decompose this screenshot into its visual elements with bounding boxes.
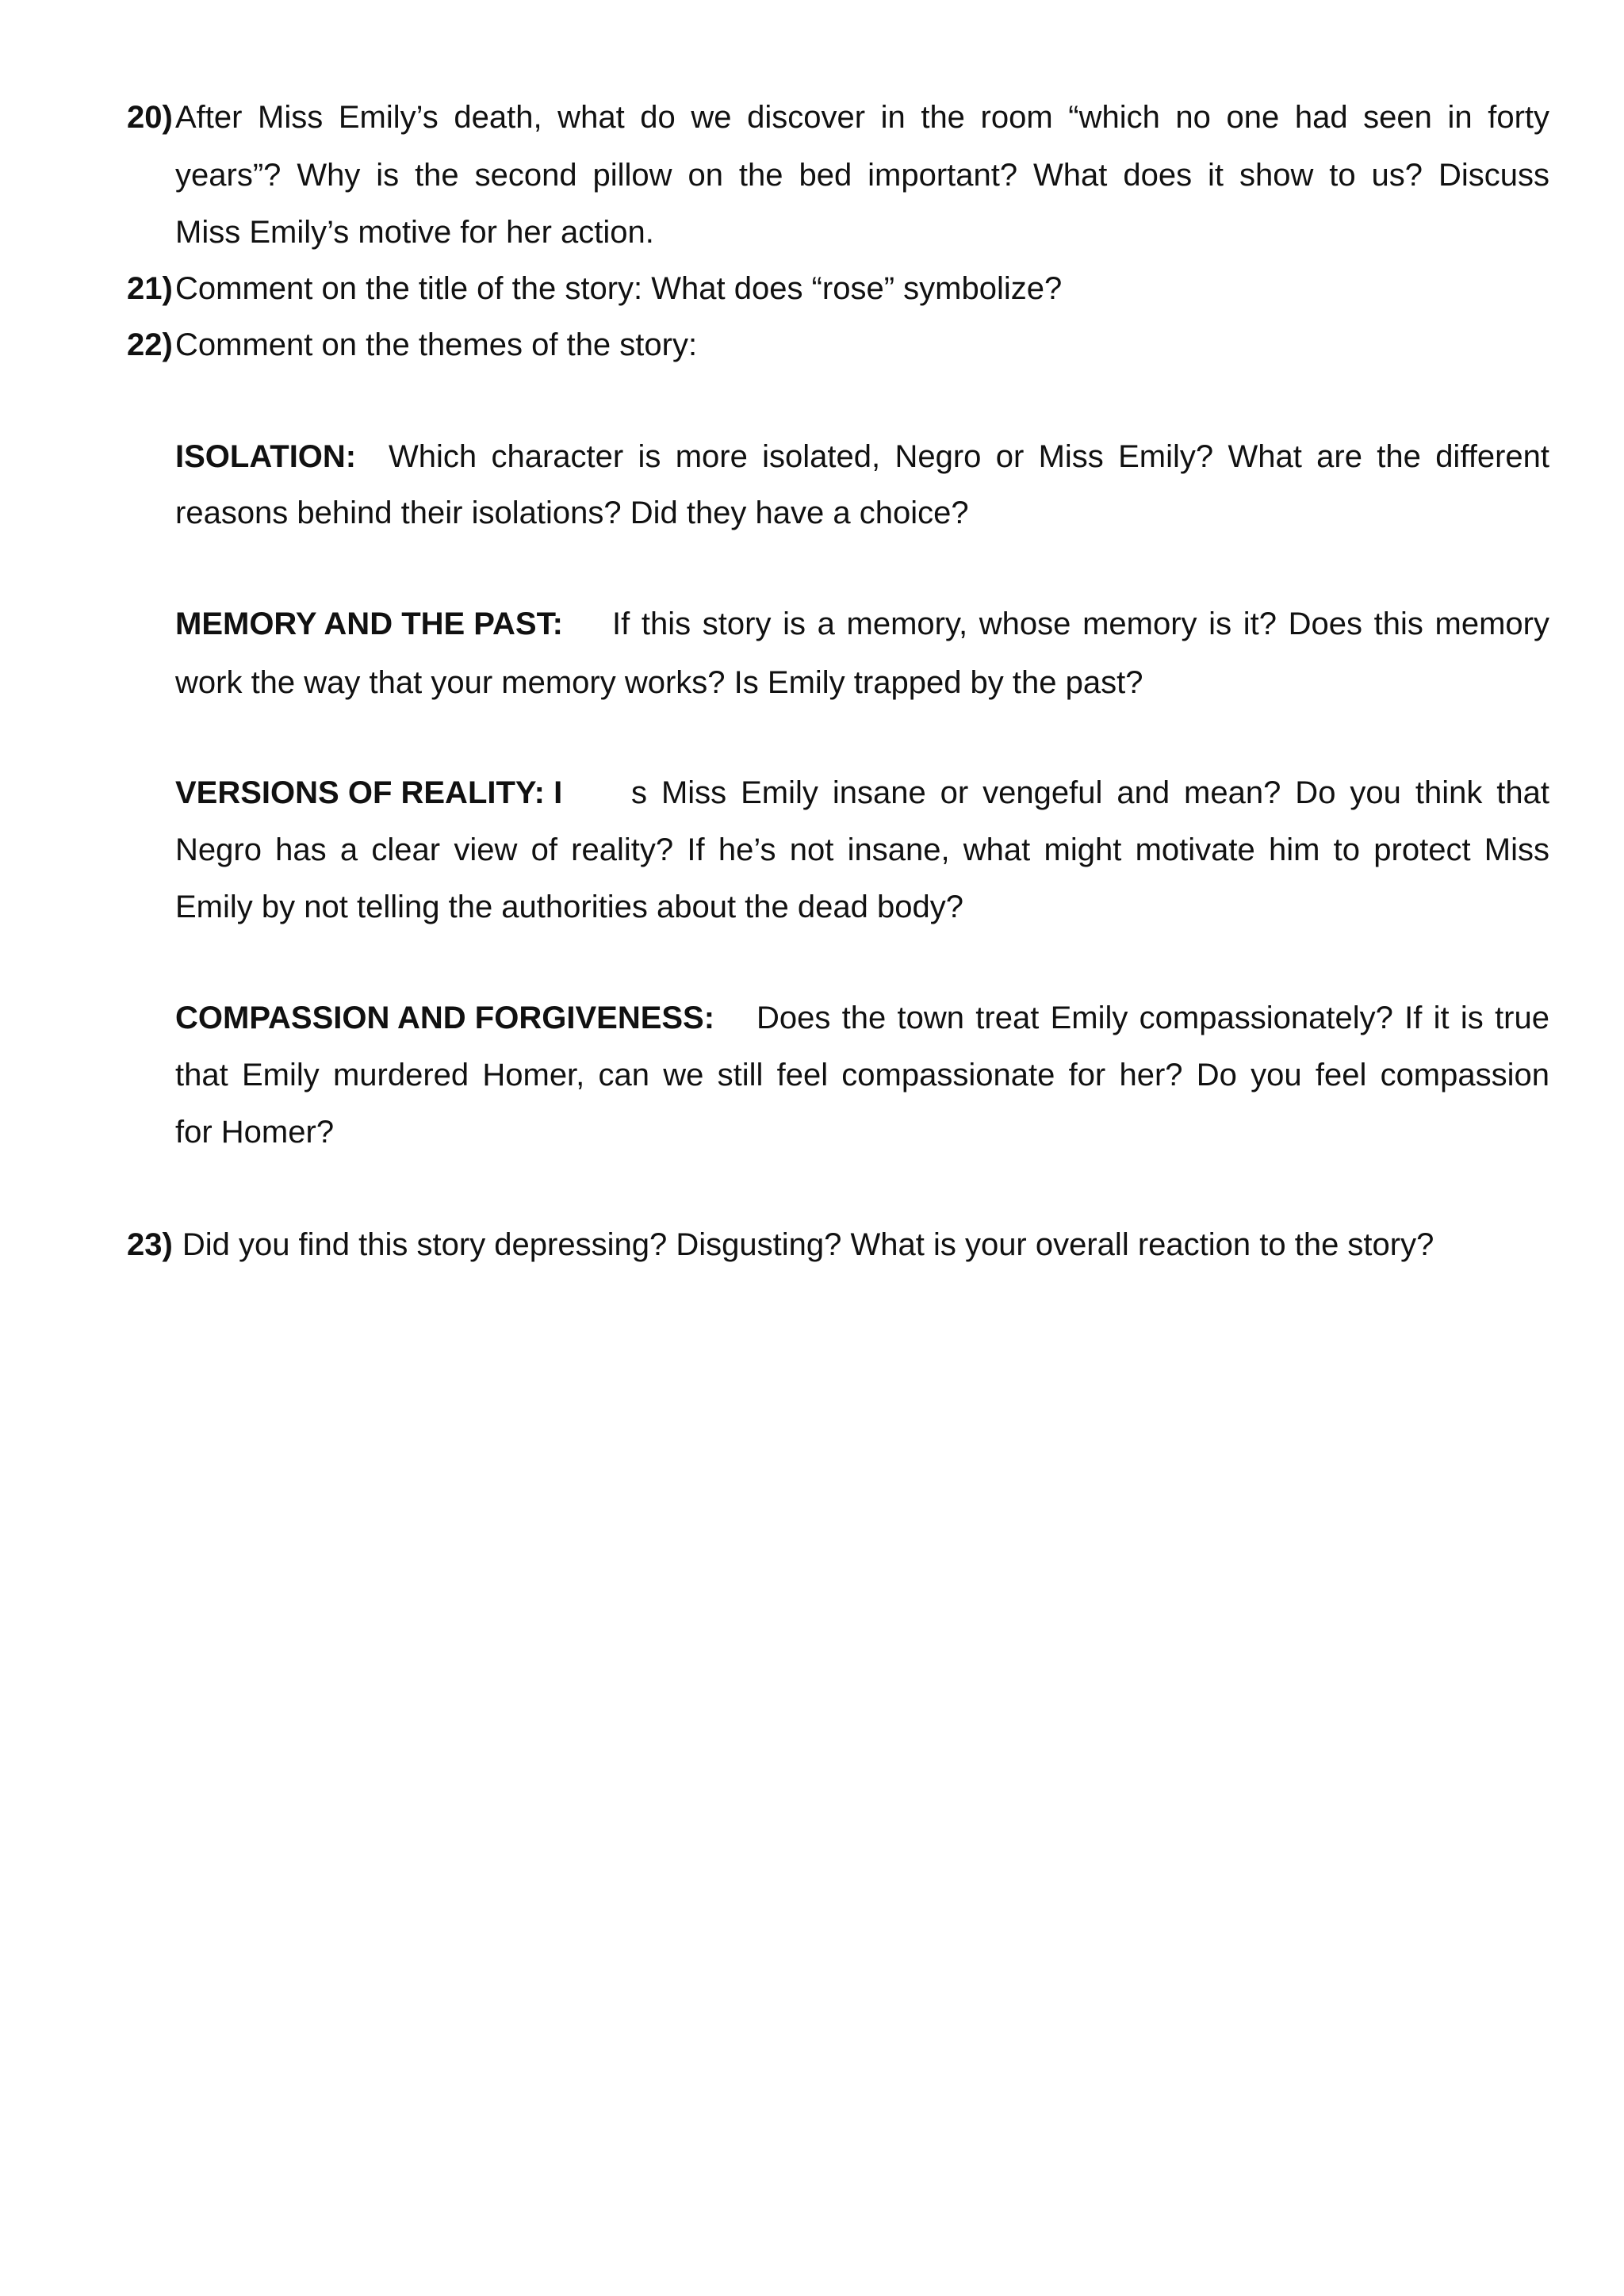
question-23-text: Did you find this story depressing? Disgusting? What is your overall reaction to the story?	[182, 1227, 1434, 1262]
theme-compassion-text-line-3: for Homer?	[175, 1115, 335, 1150]
theme-memory-text-line-2: work the way that your memory works? Is Emily trapped by the past?	[175, 665, 1143, 700]
theme-memory-line-1	[175, 605, 1549, 643]
theme-reality-line-1	[175, 774, 1549, 812]
theme-memory-heading: MEMORY AND THE PAST:	[175, 607, 563, 641]
question-20-text-line-3: Miss Emily’s motive for her action.	[175, 215, 654, 250]
theme-reality-text-line-1: s Miss Emily insane or vengeful and mean? Do you think that	[631, 775, 1549, 810]
theme-reality-heading: VERSIONS OF REALITY: I	[175, 775, 563, 810]
theme-compassion-heading: COMPASSION AND FORGIVENESS:	[175, 1001, 715, 1035]
question-20-text-line-1: After Miss Emily’s death, what do we discover in the room “which no one had seen in forty	[175, 100, 1549, 135]
theme-reality-text-line-3: Emily by not telling the authorities about the dead body?	[175, 890, 963, 924]
question-20-number: 20)	[127, 100, 173, 135]
question-23-number: 23)	[127, 1227, 173, 1262]
question-21-text: Comment on the title of the story: What does “rose” symbolize?	[175, 271, 1063, 306]
theme-memory-text-line-1: If this story is a memory, whose memory is it? Does this memory	[612, 607, 1549, 641]
question-22-number: 22)	[127, 327, 173, 362]
theme-isolation-text-line-1: Which character is more isolated, Negro or Miss Emily? What are the different	[389, 439, 1549, 474]
question-21-number: 21)	[127, 271, 173, 306]
theme-isolation-heading: ISOLATION:	[175, 439, 357, 474]
theme-isolation-line-1	[175, 438, 1549, 476]
theme-isolation-text-line-2: reasons behind their isolations? Did they have a choice?	[175, 496, 969, 530]
question-22-text: Comment on the themes of the story:	[175, 327, 698, 362]
theme-compassion-line-1	[175, 999, 1549, 1037]
theme-compassion-text-line-1: Does the town treat Emily compassionately? If it is true	[756, 1001, 1549, 1035]
theme-reality-text-line-2: Negro has a clear view of reality? If he’s not insane, what might motivate him to protect Miss	[175, 832, 1549, 867]
question-20-text-line-2: years”? Why is the second pillow on the bed important? What does it show to us? Discuss	[175, 158, 1549, 193]
question-23	[127, 1226, 1434, 1264]
question-22	[127, 326, 697, 364]
question-21	[127, 270, 1062, 308]
question-20-first-line	[127, 98, 1549, 136]
theme-compassion-text-line-2: that Emily murdered Homer, can we still feel compassionate for her? Do you feel compassion	[175, 1058, 1549, 1093]
